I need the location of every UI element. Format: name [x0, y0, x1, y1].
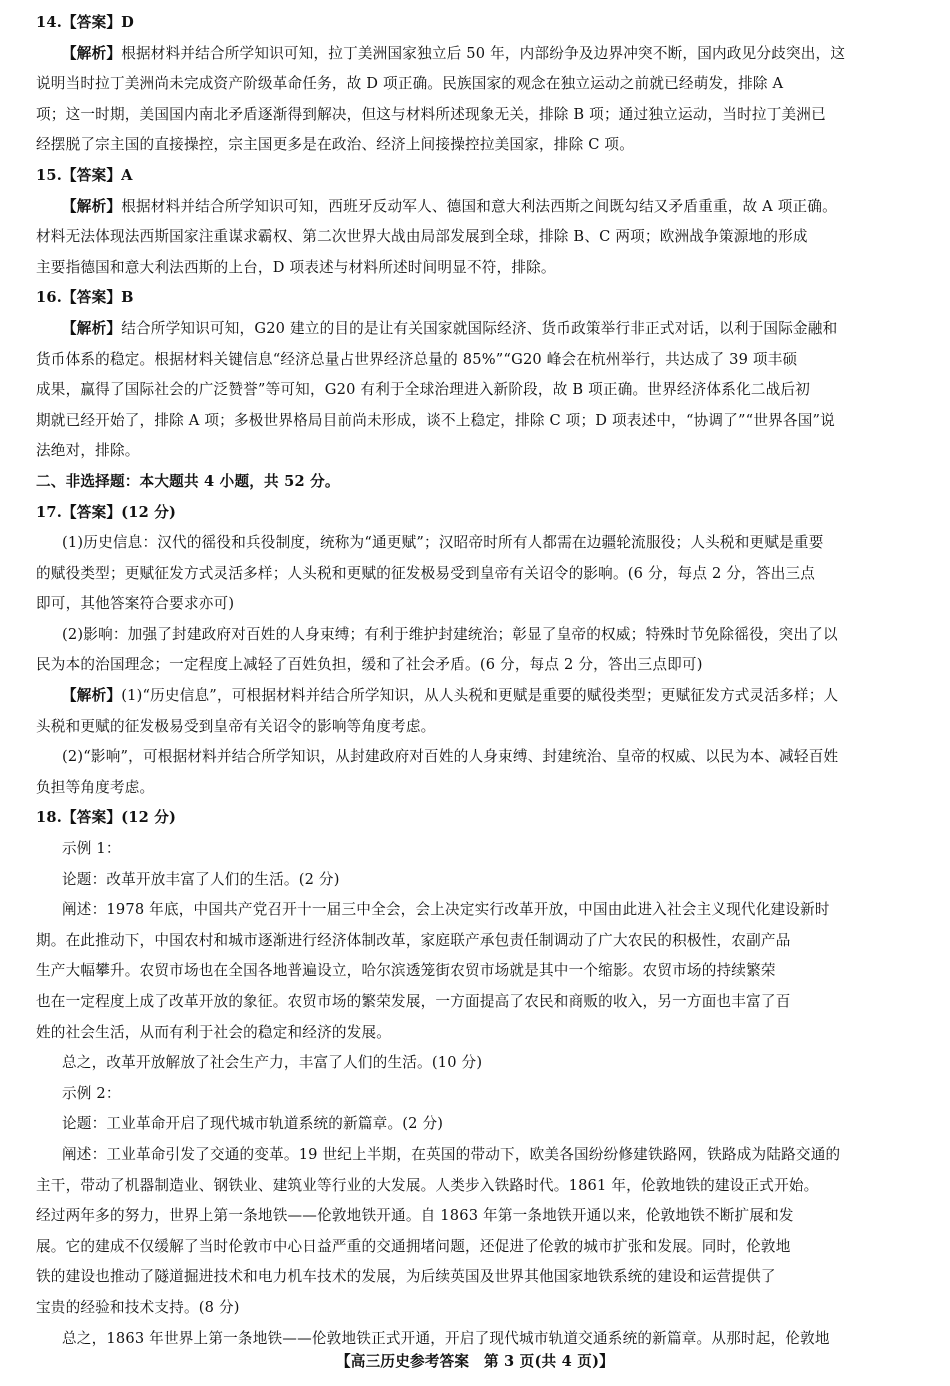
q17-analysis-line: 负担等角度考虑。 [36, 778, 155, 796]
q18-line: 也在一定程度上成了改革开放的象征。农贸市场的繁荣发展，一方面提高了农民和商贩的收入，另一方面也丰富了百 [36, 993, 791, 1010]
page-footer: 【高三历史参考答案 第 3 页(共 4 页)】 [336, 1353, 614, 1370]
q17-line: (2)影响：加强了封建政府对百姓的人身束缚；有利于维护封建统治；彰显了皇帝的权威；特殊时节免除徭役，突出了以 [62, 625, 838, 643]
analysis-tag: 【解析】 [62, 319, 122, 337]
q18-line: 宝贵的经验和技术支持。(8 分) [36, 1298, 240, 1316]
q14-answer: 14.【答案】D [36, 14, 135, 31]
q18-line: 总之，1863 年世界上第一条地铁——伦敦地铁正式开通，开启了现代城市轨道交通系统的新篇章。从那时起，伦敦地 [62, 1329, 830, 1347]
q18-line: 阐述：1978 年底，中国共产党召开十一届三中全会，会上决定实行改革开放，中国由此进入社会主义现代化建设新时 [62, 901, 830, 919]
q16-answer: 16.【答案】B [36, 289, 134, 307]
q18-line: 示例 1： [62, 840, 121, 858]
q16-analysis-line: 法绝对，排除。 [36, 442, 140, 460]
q17-line: 即可，其他答案符合要求亦可) [36, 595, 235, 613]
q17-line: 民为本的治国理念；一定程度上减轻了百姓负担，缓和了社会矛盾。(6 分，每点 2 分，答出三点即可) [36, 656, 703, 674]
q18-line: 主干，带动了机器制造业、钢铁业、建筑业等行业的大发展。人类步入铁路时代。1861 年，伦敦地铁的建设正式开始。 [36, 1176, 819, 1194]
q18-line: 阐述：工业革命引发了交通的变革。19 世纪上半期，在英国的带动下，欧美各国纷纷修建铁路网，铁路成为陆路交通的 [62, 1145, 841, 1163]
q17-analysis-line: 【解析】(1)“历史信息”，可根据材料并结合所学知识，从人头税和更赋是重要的赋役类型；更赋征发方式灵活多样；人 [62, 687, 839, 705]
q14-analysis-line: 经摆脱了宗主国的直接操控，宗主国更多是在政治、经济上间接操控拉美国家，排除 C 项。 [36, 136, 635, 154]
q16-analysis-line: 期就已经开始了，排除 A 项；多极世界格局目前尚未形成，谈不上稳定，排除 C 项；D 项表述中，“协调了”“世界各国”说 [36, 411, 835, 429]
analysis-tag: 【解析】 [62, 687, 122, 705]
q14-analysis-line: 项；这一时期，美国国内南北矛盾逐渐得到解决，但这与材料所述现象无关，排除 B 项；通过独立运动，当时拉丁美洲已 [36, 105, 826, 123]
section-heading: 二、非选择题：本大题共 4 小题，共 52 分。 [36, 472, 340, 490]
analysis-tag: 【解析】 [62, 44, 122, 62]
q18-line: 铁的建设也推动了隧道掘进技术和电力机车技术的发展，为后续英国及世界其他国家地铁系统的建设和运营提供了 [36, 1268, 776, 1286]
q16-analysis-line: 成果，赢得了国际社会的广泛赞誉”等可知，G20 有利于全球治理进入新阶段，故 B 项正确。世界经济体系化二战后初 [36, 381, 811, 399]
q18-line: 期。在此推动下，中国农村和城市逐渐进行经济体制改革，家庭联产承包责任制调动了广大农民的积极性，农副产品 [36, 931, 791, 949]
q18-line: 经过两年多的努力，世界上第一条地铁——伦敦地铁开通。自 1863 年第一条地铁开通以来，伦敦地铁不断扩展和发 [36, 1207, 794, 1225]
q17-answer: 17.【答案】(12 分) [36, 503, 177, 521]
q18-line: 姓的社会生活，从而有利于社会的稳定和经济的发展。 [36, 1023, 392, 1041]
q17-line: (1)历史信息：汉代的徭役和兵役制度，统称为“通更赋”；汉昭帝时所有人都需在边疆轮流服役；人头税和更赋是重要 [62, 534, 824, 552]
q18-line: 展。它的建成不仅缓解了当时伦敦市中心日益严重的交通拥堵问题，还促进了伦敦的城市扩张和发展。同时，伦敦地 [36, 1237, 791, 1255]
q18-answer: 18.【答案】(12 分) [36, 809, 177, 827]
q17-line: 的赋役类型；更赋征发方式灵活多样；人头税和更赋的征发极易受到皇帝有关诏令的影响。(6 分，每点 2 分，答出三点 [36, 564, 816, 582]
q17-analysis-line: (2)“影响”，可根据材料并结合所学知识，从封建政府对百姓的人身束缚、封建统治、皇帝的权威、以民为本、减轻百姓 [62, 748, 839, 766]
q15-answer: 15.【答案】A [36, 166, 133, 184]
q15-analysis-line: 【解析】根据材料并结合所学知识可知，西班牙反动军人、德国和意大利法西斯之间既勾结又矛盾重重，故 A 项正确。 [62, 197, 837, 215]
q16-analysis-line: 【解析】结合所学知识可知，G20 建立的目的是让有关国家就国际经济、货币政策举行非正式对话，以利于国际金融和 [62, 319, 838, 337]
analysis-tag: 【解析】 [62, 197, 122, 215]
q15-analysis-line: 材料无法体现法西斯国家注重谋求霸权、第二次世界大战由局部发展到全球，排除 B、C 两项；欧洲战争策源地的形成 [36, 228, 808, 246]
q18-line: 示例 2： [62, 1084, 121, 1102]
q16-analysis-line: 货币体系的稳定。根据材料关键信息“经济总量占世界经济总量的 85%”“G20 峰会在杭州举行，共达成了 39 项丰硕 [36, 350, 798, 368]
q18-line: 总之，改革开放解放了社会生产力，丰富了人们的生活。(10 分) [62, 1054, 483, 1072]
q14-analysis-line: 【解析】根据材料并结合所学知识可知，拉丁美洲国家独立后 50 年，内部纷争及边界冲突不断，国内政见分歧突出，这 [62, 44, 846, 62]
q18-line: 生产大幅攀升。农贸市场也在全国各地普遍设立，哈尔滨透笼街农贸市场就是其中一个缩影。农贸市场的持续繁荣 [36, 962, 776, 980]
q18-line: 论题：工业革命开启了现代城市轨道系统的新篇章。(2 分) [62, 1115, 444, 1133]
q15-analysis-line: 主要指德国和意大利法西斯的上台，D 项表述与材料所述时间明显不符，排除。 [36, 258, 556, 276]
q18-line: 论题：改革开放丰富了人们的生活。(2 分) [62, 870, 340, 888]
q17-analysis-line: 头税和更赋的征发极易受到皇帝有关诏令的影响等角度考虑。 [36, 717, 436, 735]
q14-analysis-line: 说明当时拉丁美洲尚未完成资产阶级革命任务，故 D 项正确。民族国家的观念在独立运动之前就已经萌发，排除 A [36, 75, 784, 93]
